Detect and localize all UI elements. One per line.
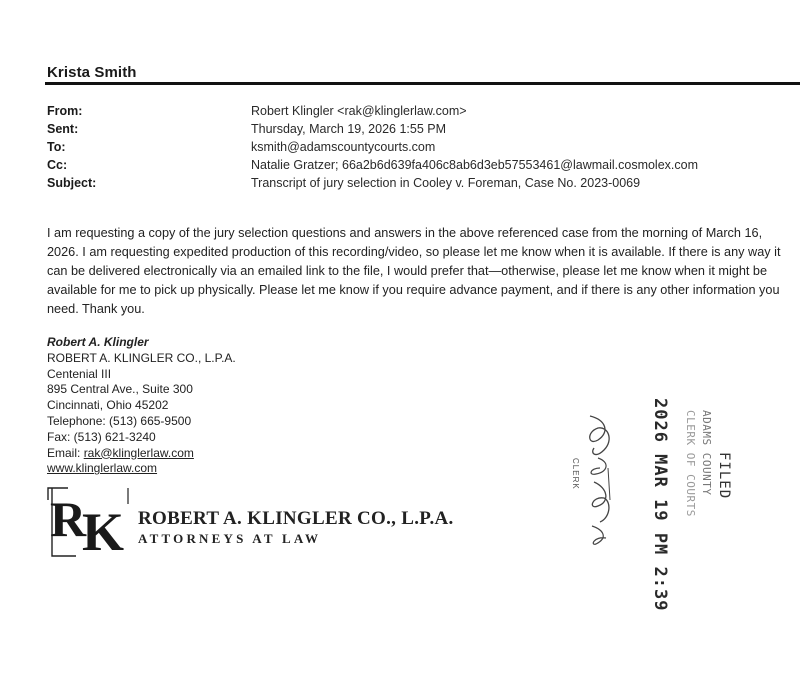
clerk-label: CLERK (571, 458, 580, 490)
signature-city: Cincinnati, Ohio 45202 (47, 398, 169, 413)
signature-email-prefix: Email: (47, 445, 84, 460)
svg-text:R: R (50, 491, 87, 547)
clerk-signature-icon (580, 410, 620, 550)
signature-website-link[interactable]: www.klinglerlaw.com (47, 461, 158, 476)
filed-stamp-clerk-of-courts: CLERK OF COURTS (684, 410, 697, 517)
filed-stamp-date: 2026 MAR 19 PM 2:39 (650, 398, 670, 612)
to-label: To: (47, 140, 66, 154)
filed-stamp-county: ADAMS COUNTY (700, 410, 713, 496)
filed-stamp-label: FILED (716, 452, 732, 500)
sent-label: Sent: (47, 122, 79, 136)
signature-building: Centenial III (47, 366, 112, 381)
signature-name: Robert A. Klingler (47, 335, 149, 349)
cc-label: Cc: (47, 158, 68, 172)
signature-firm: ROBERT A. KLINGLER CO., L.P.A. (47, 350, 236, 365)
signature-fax: Fax: (513) 621-3240 (47, 429, 156, 444)
signature-block (47, 335, 236, 477)
cc-value: Natalie Gratzer; 66a2b6d639fa406c8ab6d3eb57553461@lawmail.cosmolex.com (251, 158, 699, 172)
to-value: ksmith@adamscountycourts.com (251, 140, 436, 154)
svg-text:K: K (82, 502, 125, 558)
logo-tagline: ATTORNEYS AT LAW (138, 531, 322, 546)
rk-logo-icon (46, 486, 130, 558)
logo-firm-name: ROBERT A. KLINGLER CO., L.P.A. (138, 508, 454, 529)
signature-telephone: Telephone: (513) 665-9500 (47, 413, 192, 428)
sender-name: Krista Smith (47, 64, 137, 81)
signature-street: 895 Central Ave., Suite 300 (47, 382, 193, 397)
sent-value: Thursday, March 19, 2026 1:55 PM (251, 122, 447, 136)
from-value: Robert Klingler <rak@klinglerlaw.com> (251, 104, 467, 118)
signature-email-line (47, 446, 236, 462)
header-rule (45, 82, 800, 85)
signature-email-link[interactable]: rak@klinglerlaw.com (83, 445, 194, 460)
subject-value: Transcript of jury selection in Cooley v. Foreman, Case No. 2023-0069 (251, 176, 641, 190)
email-body: I am requesting a copy of the jury selection questions and answers in the above referenced case from the morning of March 16, 2026. I am requesting expedited production of this recording/video, so please let me know when it is available. If there is any way it can be delivered electronically via an emailed link to the file, I would prefer that—otherwise, please let me know when it might be available for me to pick up physically. Please let me know if you require advance payment, and if there is any other information you need. Thank you. (47, 226, 781, 316)
subject-label: Subject: (47, 176, 97, 190)
from-label: From: (47, 104, 83, 118)
